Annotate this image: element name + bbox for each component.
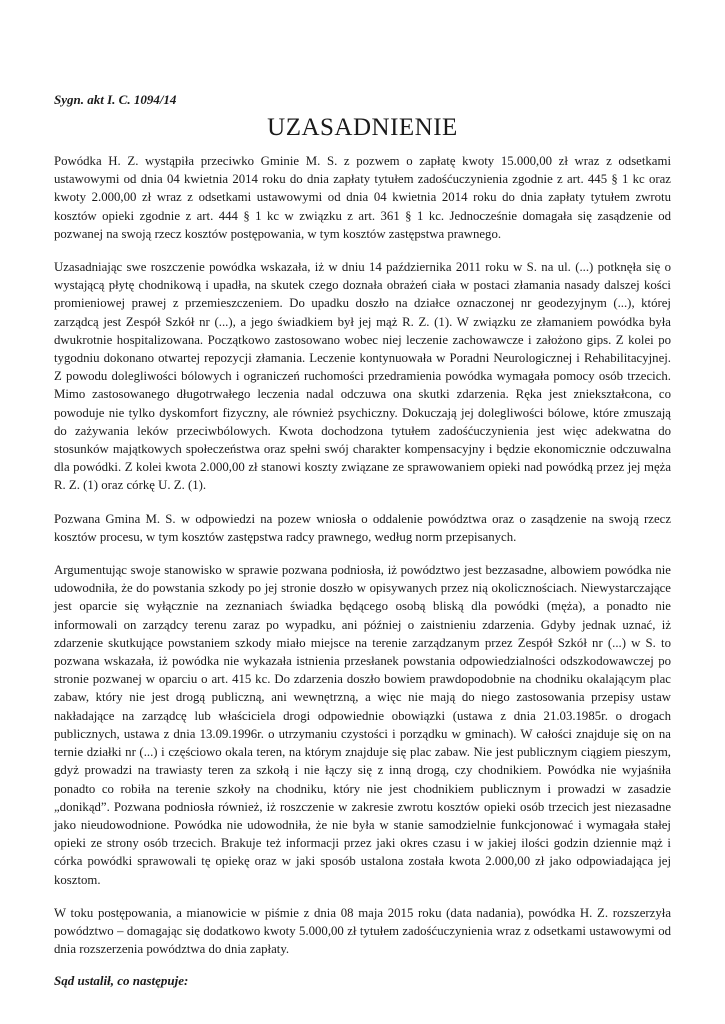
paragraph-defendant-response: Pozwana Gmina M. S. w odpowiedzi na pozew wniosła o oddalenie powództwa oraz o zasądzenie na swoją rzecz kosztów procesu, w tym kosztów zastępstwa radcy prawnego, według norm przepisanych. — [54, 511, 671, 544]
paragraph-defendant-argument: Argumentując swoje stanowisko w sprawie pozwana podniosła, iż powództwo jest bezzasadne, albowiem powódka nie udowodniła, że do powstania szkody po jej stronie doszło w opisywanych przez nią okolicznościach. Niewystarczające jest oparcie się wyłącznie na zeznaniach świadka będącego osobą bliską dla powódki (męża), a ponadto nie informowali on zarządcy terenu zaraz po wypadku, ani później o zaistnieniu zdarzenia. Gdyby jednak uznać, iż zdarzenie skutkujące powstaniem szkody miało miejsce na terenie zarządzanym przez Zespół Szkół nr (...) w S. to pozwana wskazała, iż powódka nie wykazała istnienia przesłanek powstania odpowiedzialności odszkodowawczej po stronie pozwanej w oparciu o art. 415 kc. Do zdarzenia doszło bowiem prawdopodobnie na chodniku okalającym plac zabaw, który nie jest drogą publiczną, ani wewnętrzną, a więc nie mają do niego zastosowania przepisy ustaw nakładające na zarządcę lub właściciela drogi odpowiednie obowiązki (ustawa z dnia 21.03.1985r. o drogach publicznych, ustawa z dnia 13.09.1996r. o utrzymaniu czystości i porządku w gminach). W całości znajduje się on na ternie działki nr (...) i częściowo okala teren, na którym znajduje się plac zabaw. Nie jest publicznym ciągiem pieszym, gdyż prowadzi na trawiasty teren za szkołą i nie łączy się z inną drogą, czy chodnikiem. Powódka nie wyjaśniła ponadto co robiła na terenie szkoły na chodniku, który nie jest chodnikiem publicznym i prowadzi w zasadzie „donikąd”. Pozwana podniosła również, iż roszczenie w zakresie zwrotu kosztów opieki osób trzecich jest niezasadne jako nieudowodnione. Powódka nie udowodniła, że nie była w stanie samodzielnie funkcjonować i wymagała stałej opieki ze strony osób trzecich. Brakuje też informacji przez jaki okres czasu i w jakiej ilości godzin dziennie mąż i córka powódki sprawowali tę opiekę oraz w jaki sposób ustalona została kwota 2.000,00 zł jako odpowiadająca jej kosztom. — [54, 563, 671, 887]
paragraph-justification: Uzasadniając swe roszczenie powódka wskazała, iż w dniu 14 października 2011 roku w S. na ul. (...) potknęła się o wystającą płytę chodnikową i upadła, na skutek czego doznała obrażeń ciała w postaci złamania nasady dalszej kości promieniowej prawej z przemieszczeniem. Do upadku doszło na działce oznaczonej nr geodezyjnym (...), której zarządcą jest Zespół Szkół nr (...), a jego świadkiem był jej mąż R. Z. (1). W związku ze złamaniem powódka była dwukrotnie hospitalizowana. Początkowo zastosowano wobec niej leczenie zachowawcze i założono gips. Z kolei po tygodniu dokonano otwartej repozycji złamania. Leczenie kontynuowała w Poradni Neurologicznej i Rehabilitacyjnej. Z powodu dolegliwości bólowych i ograniczeń ruchomości przedramienia powódka wymagała pomocy osób trzecich. Mimo zastosowanego długotrwałego leczenia nadal odczuwa ona skutki zdarzenia. Ręka jest zniekształcona, co powoduje nie tylko dyskomfort fizyczny, ale również psychiczny. Dokuczają jej dolegliwości bólowe, które zmuszają do zażywania leków przeciwbólowych. Kwota dochodzona tytułem zadośćuczynienia jest więc adekwatna do stosunków majątkowych społeczeństwa oraz spełni swój charakter kompensacyjny i będzie ekonomicznie odczuwalna dla powódki. Z kolei kwota 2.000,00 zł stanowi koszty związane ze sprawowaniem opieki nad powódką przez jej męża R. Z. (1) oraz córkę U. Z. (1). — [54, 260, 671, 493]
paragraph-claim: Powódka H. Z. wystąpiła przeciwko Gminie M. S. z pozwem o zapłatę kwoty 15.000,00 zł wraz z odsetkami ustawowymi od dnia 04 kwietnia 2014 roku do dnia zapłaty tytułem zadośćuczynienia zgodnie z art. 445 § 1 kc oraz kwoty 2.000,00 zł wraz z odsetkami ustawowymi od dnia 04 kwietnia 2014 roku do dnia zapłaty tytułem zwrotu kosztów opieki zgodnie z art. 444 § 1 kc w związku z art. 361 § 1 kc. Jednocześnie domagała się zasądzenie od pozwanej na swoją rzecz kosztów postępowania, w tym kosztów zastępstwa prawnego. — [54, 154, 671, 241]
document-title: UZASADNIENIE — [267, 114, 458, 141]
court-findings-heading: Sąd ustalił, co następuje: — [54, 973, 189, 989]
paragraph-claim-extension: W toku postępowania, a mianowicie w piśmie z dnia 08 maja 2015 roku (data nadania), powódka H. Z. rozszerzyła powództwo – domagając się dodatkowo kwoty 5.000,00 zł tytułem zadośćuczynienia wraz z odsetkami ustawowymi od dnia rozszerzenia powództwa do dnia zapłaty. — [54, 905, 671, 957]
case-signature: Sygn. akt I. C. 1094/14 — [54, 92, 177, 107]
